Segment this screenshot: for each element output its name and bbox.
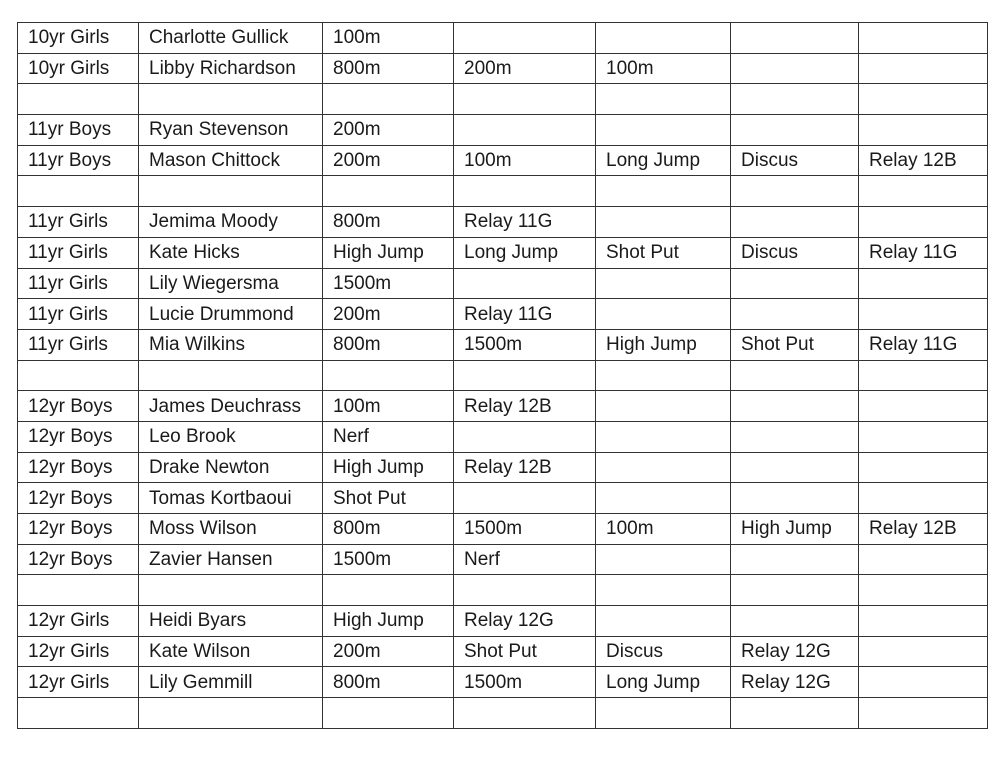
age-group-cell: 12yr Girls xyxy=(18,636,139,667)
age-group-cell: 12yr Girls xyxy=(18,606,139,637)
event-3-cell xyxy=(596,606,731,637)
spacer-row xyxy=(18,176,988,207)
event-4-cell xyxy=(731,53,859,84)
age-group-cell: 12yr Boys xyxy=(18,391,139,422)
age-group-cell xyxy=(18,698,139,729)
event-2-cell xyxy=(454,360,596,391)
athlete-name-cell: Drake Newton xyxy=(139,452,323,483)
event-1-cell xyxy=(323,84,454,115)
event-4-cell xyxy=(731,698,859,729)
event-1-cell: 800m xyxy=(323,329,454,360)
event-2-cell: Relay 12G xyxy=(454,606,596,637)
age-group-cell: 10yr Girls xyxy=(18,53,139,84)
event-1-cell: 200m xyxy=(323,636,454,667)
event-5-cell xyxy=(859,207,988,238)
event-2-cell xyxy=(454,23,596,54)
event-2-cell: Nerf xyxy=(454,544,596,575)
athlete-name-cell: Libby Richardson xyxy=(139,53,323,84)
table-row xyxy=(18,115,988,146)
event-1-cell: 200m xyxy=(323,145,454,176)
event-4-cell xyxy=(731,483,859,514)
athlete-name-cell: Mia Wilkins xyxy=(139,329,323,360)
age-group-cell: 12yr Boys xyxy=(18,452,139,483)
athlete-name-cell: Ryan Stevenson xyxy=(139,115,323,146)
table-row xyxy=(18,606,988,637)
athlete-name-cell: Moss Wilson xyxy=(139,514,323,545)
event-4-cell xyxy=(731,268,859,299)
table-row xyxy=(18,145,988,176)
event-1-cell: 1500m xyxy=(323,544,454,575)
event-5-cell xyxy=(859,636,988,667)
event-3-cell xyxy=(596,544,731,575)
event-5-cell xyxy=(859,544,988,575)
event-3-cell: High Jump xyxy=(596,329,731,360)
event-1-cell: Nerf xyxy=(323,421,454,452)
table-row xyxy=(18,514,988,545)
event-5-cell xyxy=(859,268,988,299)
event-4-cell: Shot Put xyxy=(731,329,859,360)
age-group-cell xyxy=(18,84,139,115)
age-group-cell: 11yr Girls xyxy=(18,299,139,330)
age-group-cell: 12yr Boys xyxy=(18,483,139,514)
event-4-cell xyxy=(731,176,859,207)
event-1-cell: 100m xyxy=(323,23,454,54)
event-5-cell xyxy=(859,115,988,146)
athlete-name-cell: Zavier Hansen xyxy=(139,544,323,575)
event-1-cell xyxy=(323,360,454,391)
event-2-cell: Relay 12B xyxy=(454,452,596,483)
event-3-cell xyxy=(596,207,731,238)
event-2-cell: 200m xyxy=(454,53,596,84)
event-1-cell: 800m xyxy=(323,207,454,238)
event-2-cell xyxy=(454,483,596,514)
athlete-name-cell: Charlotte Gullick xyxy=(139,23,323,54)
event-2-cell: 1500m xyxy=(454,667,596,698)
event-5-cell: Relay 12B xyxy=(859,514,988,545)
age-group-cell: 11yr Boys xyxy=(18,115,139,146)
events-table xyxy=(17,22,988,729)
event-1-cell: 800m xyxy=(323,667,454,698)
event-3-cell xyxy=(596,84,731,115)
event-5-cell xyxy=(859,483,988,514)
event-2-cell: 100m xyxy=(454,145,596,176)
event-2-cell xyxy=(454,268,596,299)
event-2-cell xyxy=(454,176,596,207)
event-3-cell: 100m xyxy=(596,514,731,545)
event-3-cell: Long Jump xyxy=(596,667,731,698)
table-row xyxy=(18,237,988,268)
event-5-cell xyxy=(859,299,988,330)
athlete-name-cell: Jemima Moody xyxy=(139,207,323,238)
event-4-cell xyxy=(731,299,859,330)
age-group-cell: 11yr Boys xyxy=(18,145,139,176)
athlete-name-cell: Heidi Byars xyxy=(139,606,323,637)
event-3-cell xyxy=(596,115,731,146)
table-row xyxy=(18,452,988,483)
age-group-cell xyxy=(18,360,139,391)
athlete-name-cell xyxy=(139,698,323,729)
event-4-cell xyxy=(731,84,859,115)
table-row xyxy=(18,329,988,360)
event-4-cell: Discus xyxy=(731,145,859,176)
age-group-cell: 11yr Girls xyxy=(18,268,139,299)
event-2-cell xyxy=(454,115,596,146)
event-4-cell xyxy=(731,23,859,54)
event-2-cell: 1500m xyxy=(454,329,596,360)
event-5-cell xyxy=(859,23,988,54)
event-1-cell: 200m xyxy=(323,115,454,146)
event-5-cell xyxy=(859,360,988,391)
athlete-name-cell: James Deuchrass xyxy=(139,391,323,422)
event-3-cell xyxy=(596,452,731,483)
event-3-cell: 100m xyxy=(596,53,731,84)
events-table-body xyxy=(18,23,988,729)
event-4-cell xyxy=(731,452,859,483)
event-3-cell xyxy=(596,268,731,299)
event-1-cell: Shot Put xyxy=(323,483,454,514)
athlete-name-cell: Lily Gemmill xyxy=(139,667,323,698)
event-3-cell: Shot Put xyxy=(596,237,731,268)
age-group-cell: 11yr Girls xyxy=(18,207,139,238)
event-4-cell: Relay 12G xyxy=(731,636,859,667)
event-4-cell xyxy=(731,115,859,146)
table-row xyxy=(18,483,988,514)
event-4-cell xyxy=(731,575,859,606)
event-4-cell xyxy=(731,360,859,391)
athlete-name-cell xyxy=(139,176,323,207)
table-row xyxy=(18,667,988,698)
event-2-cell: 1500m xyxy=(454,514,596,545)
athlete-name-cell xyxy=(139,575,323,606)
athlete-name-cell: Lucie Drummond xyxy=(139,299,323,330)
event-5-cell xyxy=(859,53,988,84)
table-row xyxy=(18,544,988,575)
event-3-cell xyxy=(596,698,731,729)
event-5-cell xyxy=(859,575,988,606)
spacer-row xyxy=(18,698,988,729)
event-1-cell: High Jump xyxy=(323,237,454,268)
event-1-cell xyxy=(323,698,454,729)
table-row xyxy=(18,53,988,84)
age-group-cell: 12yr Boys xyxy=(18,544,139,575)
age-group-cell xyxy=(18,575,139,606)
table-row xyxy=(18,421,988,452)
table-row xyxy=(18,207,988,238)
event-5-cell xyxy=(859,452,988,483)
event-2-cell: Relay 11G xyxy=(454,299,596,330)
event-4-cell: Discus xyxy=(731,237,859,268)
age-group-cell xyxy=(18,176,139,207)
event-1-cell xyxy=(323,176,454,207)
event-2-cell xyxy=(454,84,596,115)
event-1-cell xyxy=(323,575,454,606)
age-group-cell: 12yr Girls xyxy=(18,667,139,698)
event-2-cell: Relay 11G xyxy=(454,207,596,238)
event-4-cell: Relay 12G xyxy=(731,667,859,698)
table-row xyxy=(18,23,988,54)
event-5-cell xyxy=(859,606,988,637)
age-group-cell: 12yr Boys xyxy=(18,514,139,545)
event-2-cell: Long Jump xyxy=(454,237,596,268)
event-5-cell: Relay 11G xyxy=(859,237,988,268)
event-2-cell: Shot Put xyxy=(454,636,596,667)
athlete-name-cell: Kate Wilson xyxy=(139,636,323,667)
event-5-cell: Relay 11G xyxy=(859,329,988,360)
event-4-cell xyxy=(731,391,859,422)
event-3-cell xyxy=(596,360,731,391)
event-5-cell xyxy=(859,84,988,115)
age-group-cell: 11yr Girls xyxy=(18,329,139,360)
event-1-cell: High Jump xyxy=(323,452,454,483)
athlete-name-cell: Tomas Kortbaoui xyxy=(139,483,323,514)
event-4-cell xyxy=(731,421,859,452)
event-1-cell: 800m xyxy=(323,514,454,545)
athlete-name-cell: Mason Chittock xyxy=(139,145,323,176)
event-3-cell: Discus xyxy=(596,636,731,667)
event-5-cell xyxy=(859,667,988,698)
event-5-cell: Relay 12B xyxy=(859,145,988,176)
event-1-cell: 200m xyxy=(323,299,454,330)
event-1-cell: 800m xyxy=(323,53,454,84)
event-4-cell: High Jump xyxy=(731,514,859,545)
athlete-name-cell xyxy=(139,84,323,115)
event-3-cell xyxy=(596,176,731,207)
event-5-cell xyxy=(859,176,988,207)
table-row xyxy=(18,636,988,667)
table-row xyxy=(18,268,988,299)
age-group-cell: 12yr Boys xyxy=(18,421,139,452)
event-2-cell xyxy=(454,698,596,729)
event-4-cell xyxy=(731,606,859,637)
event-3-cell xyxy=(596,391,731,422)
spacer-row xyxy=(18,84,988,115)
event-5-cell xyxy=(859,391,988,422)
table-row xyxy=(18,391,988,422)
event-5-cell xyxy=(859,698,988,729)
table-row xyxy=(18,299,988,330)
event-3-cell xyxy=(596,575,731,606)
event-1-cell: 100m xyxy=(323,391,454,422)
athlete-name-cell xyxy=(139,360,323,391)
event-4-cell xyxy=(731,544,859,575)
event-3-cell xyxy=(596,299,731,330)
age-group-cell: 10yr Girls xyxy=(18,23,139,54)
athlete-name-cell: Lily Wiegersma xyxy=(139,268,323,299)
event-1-cell: High Jump xyxy=(323,606,454,637)
event-5-cell xyxy=(859,421,988,452)
event-3-cell xyxy=(596,421,731,452)
event-2-cell: Relay 12B xyxy=(454,391,596,422)
event-2-cell xyxy=(454,421,596,452)
event-1-cell: 1500m xyxy=(323,268,454,299)
athlete-name-cell: Leo Brook xyxy=(139,421,323,452)
event-4-cell xyxy=(731,207,859,238)
spacer-row xyxy=(18,360,988,391)
spacer-row xyxy=(18,575,988,606)
event-3-cell: Long Jump xyxy=(596,145,731,176)
age-group-cell: 11yr Girls xyxy=(18,237,139,268)
event-3-cell xyxy=(596,483,731,514)
athlete-name-cell: Kate Hicks xyxy=(139,237,323,268)
event-2-cell xyxy=(454,575,596,606)
event-3-cell xyxy=(596,23,731,54)
